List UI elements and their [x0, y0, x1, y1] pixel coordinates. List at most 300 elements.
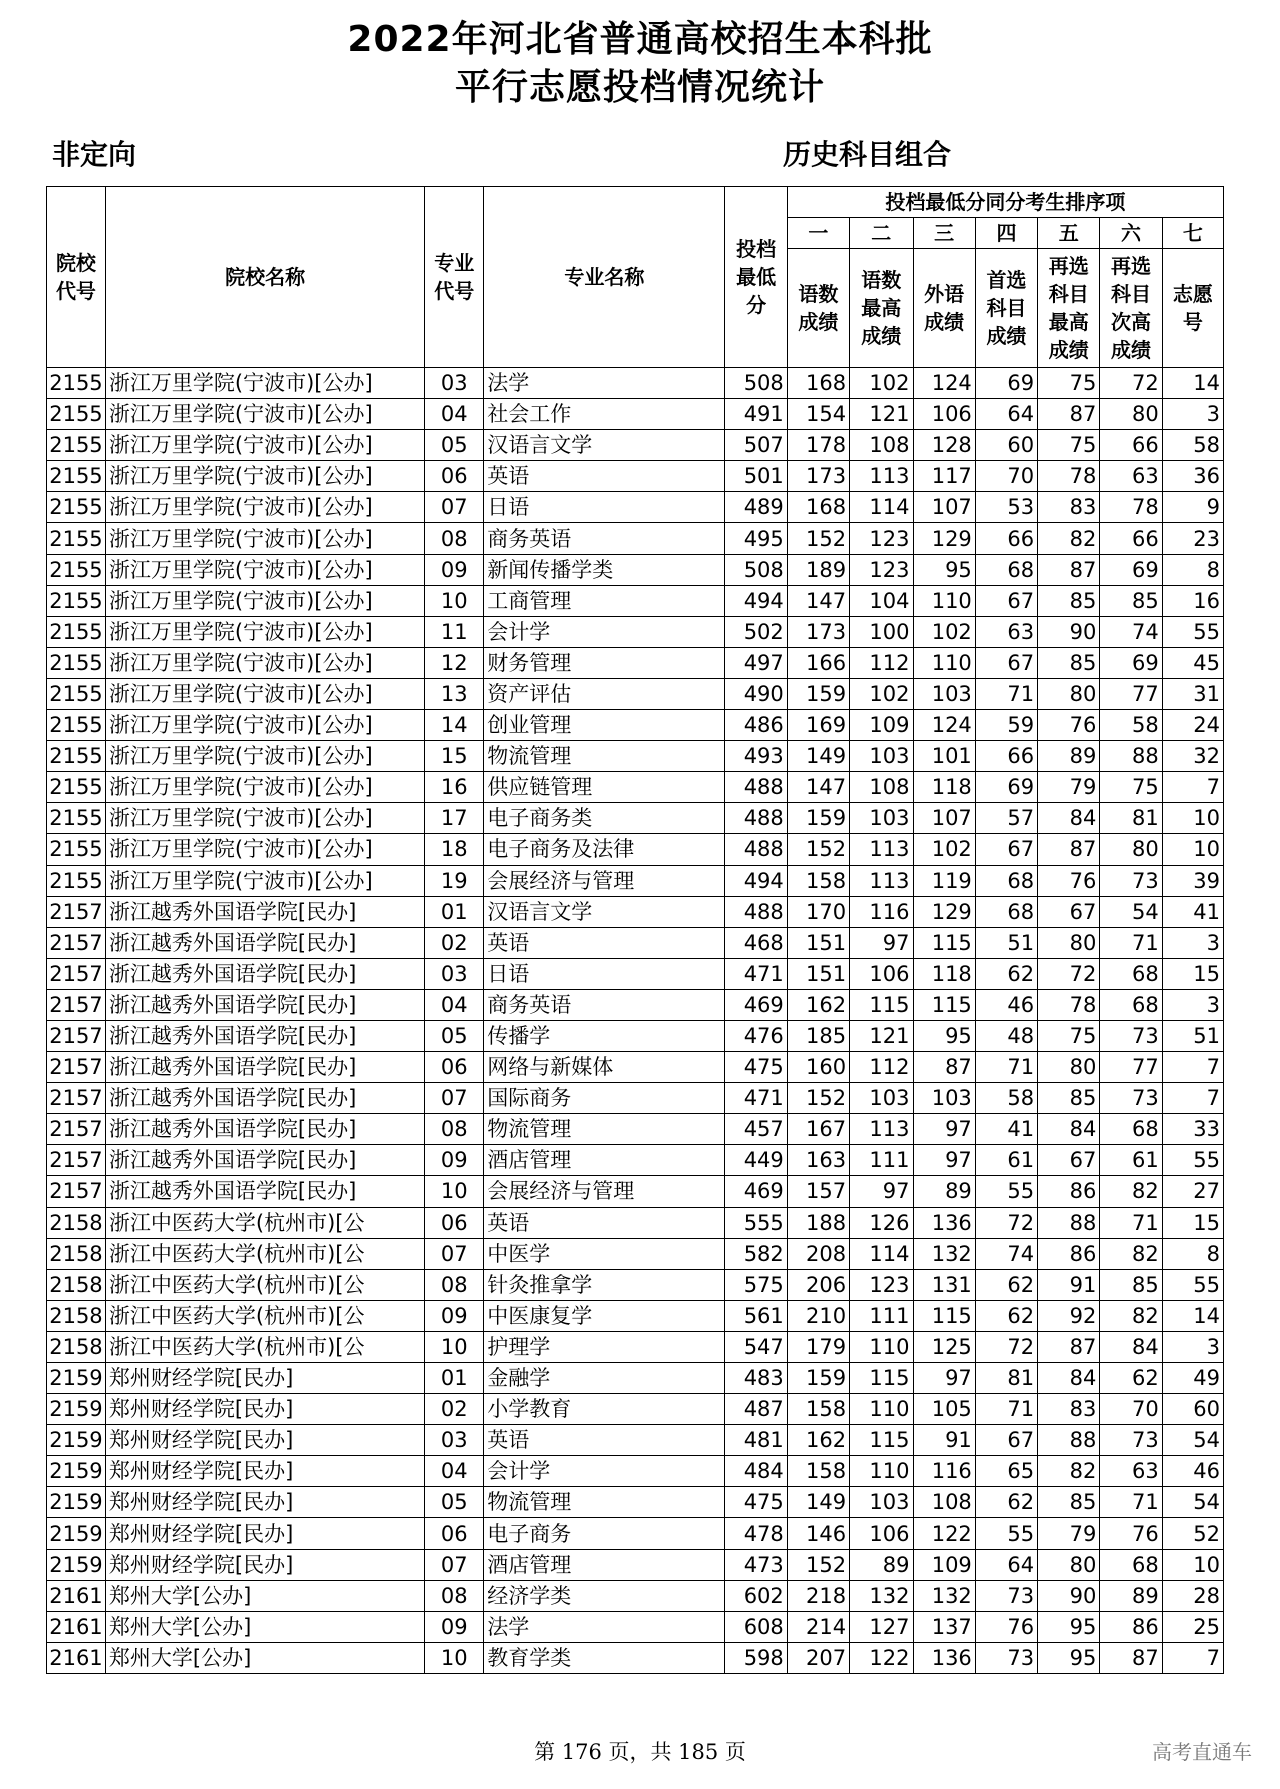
cell-first-subject: 62 [975, 1269, 1037, 1300]
cell-school-name: 浙江万里学院(宁波市)[公办] [105, 678, 424, 709]
header-item-text: 外语成绩 [924, 282, 965, 334]
cell-second-subject-max: 86 [1038, 1176, 1100, 1207]
cell-preference-no: 36 [1162, 461, 1223, 492]
cell-min-score: 602 [725, 1580, 787, 1611]
cell-second-subject-max: 88 [1038, 1425, 1100, 1456]
cell-chn-math-max: 123 [850, 523, 913, 554]
cell-major-code: 13 [425, 678, 484, 709]
cell-major-name: 英语 [484, 1207, 725, 1238]
cell-major-code: 18 [425, 834, 484, 865]
cell-second-subject-max: 79 [1038, 1518, 1100, 1549]
cell-first-subject: 76 [975, 1611, 1037, 1642]
cell-school-name: 浙江万里学院(宁波市)[公办] [105, 616, 424, 647]
cell-major-name: 社会工作 [484, 399, 725, 430]
cell-chn-math: 158 [787, 1456, 849, 1487]
cell-chn-math-max: 112 [850, 647, 913, 678]
cell-second-subject-next: 63 [1100, 461, 1162, 492]
cell-preference-no: 55 [1162, 1145, 1223, 1176]
cell-chn-math: 147 [787, 772, 849, 803]
cell-min-score: 475 [725, 1052, 787, 1083]
cell-school-code: 2157 [47, 958, 106, 989]
header-item-7 [1162, 249, 1223, 368]
cell-preference-no: 3 [1162, 989, 1223, 1020]
cell-second-subject-max: 80 [1038, 927, 1100, 958]
cell-second-subject-max: 80 [1038, 678, 1100, 709]
cell-first-subject: 58 [975, 1083, 1037, 1114]
cell-foreign-lang: 118 [913, 958, 975, 989]
cell-foreign-lang: 137 [913, 1611, 975, 1642]
cell-school-name: 浙江中医药大学(杭州市)[公 [105, 1300, 424, 1331]
cell-chn-math-max: 112 [850, 1052, 913, 1083]
cell-first-subject: 72 [975, 1207, 1037, 1238]
cell-min-score: 488 [725, 803, 787, 834]
cell-school-name: 浙江中医药大学(杭州市)[公 [105, 1269, 424, 1300]
cell-major-name: 汉语言文学 [484, 430, 725, 461]
cell-foreign-lang: 109 [913, 1549, 975, 1580]
cell-min-score: 494 [725, 865, 787, 896]
cell-chn-math-max: 97 [850, 1176, 913, 1207]
cell-school-name: 郑州大学[公办] [105, 1642, 424, 1673]
header-item-5 [1038, 249, 1100, 368]
cell-first-subject: 67 [975, 834, 1037, 865]
cell-school-name: 浙江中医药大学(杭州市)[公 [105, 1331, 424, 1362]
cell-chn-math: 160 [787, 1052, 849, 1083]
cell-school-name: 浙江万里学院(宁波市)[公办] [105, 368, 424, 399]
cell-school-code: 2155 [47, 616, 106, 647]
cell-chn-math: 149 [787, 1487, 849, 1518]
table-header [47, 187, 1224, 368]
cell-major-code: 10 [425, 1176, 484, 1207]
cell-second-subject-max: 87 [1038, 834, 1100, 865]
cell-school-code: 2158 [47, 1300, 106, 1331]
cell-second-subject-next: 73 [1100, 1020, 1162, 1051]
cell-school-name: 浙江越秀外国语学院[民办] [105, 1052, 424, 1083]
cell-foreign-lang: 97 [913, 1145, 975, 1176]
cell-school-code: 2159 [47, 1394, 106, 1425]
cell-second-subject-next: 77 [1100, 1052, 1162, 1083]
cell-school-code: 2159 [47, 1425, 106, 1456]
cell-second-subject-next: 82 [1100, 1300, 1162, 1331]
cell-second-subject-max: 85 [1038, 1083, 1100, 1114]
table-row [47, 1518, 1224, 1549]
cell-major-name: 法学 [484, 1611, 725, 1642]
cell-second-subject-max: 90 [1038, 616, 1100, 647]
cell-preference-no: 14 [1162, 368, 1223, 399]
table-row [47, 1052, 1224, 1083]
cell-major-code: 09 [425, 1145, 484, 1176]
cell-foreign-lang: 124 [913, 710, 975, 741]
cell-major-code: 06 [425, 461, 484, 492]
cell-school-name: 浙江万里学院(宁波市)[公办] [105, 865, 424, 896]
header-order-4: 四 [975, 218, 1037, 249]
cell-school-name: 浙江万里学院(宁波市)[公办] [105, 710, 424, 741]
cell-major-name: 国际商务 [484, 1083, 725, 1114]
cell-school-name: 浙江越秀外国语学院[民办] [105, 927, 424, 958]
cell-school-code: 2155 [47, 461, 106, 492]
cell-chn-math: 170 [787, 896, 849, 927]
header-major-name: 专业名称 [484, 187, 725, 368]
cell-preference-no: 60 [1162, 1394, 1223, 1425]
table-row [47, 430, 1224, 461]
cell-major-code: 12 [425, 647, 484, 678]
cell-school-code: 2155 [47, 865, 106, 896]
cell-school-name: 浙江越秀外国语学院[民办] [105, 1020, 424, 1051]
cell-first-subject: 64 [975, 399, 1037, 430]
cell-preference-no: 28 [1162, 1580, 1223, 1611]
cell-min-score: 547 [725, 1331, 787, 1362]
cell-chn-math: 185 [787, 1020, 849, 1051]
table-row [47, 616, 1224, 647]
cell-first-subject: 67 [975, 647, 1037, 678]
cell-major-name: 网络与新媒体 [484, 1052, 725, 1083]
cell-preference-no: 24 [1162, 710, 1223, 741]
page-title-line1: 2022年河北省普通高校招生本科批 [347, 19, 933, 60]
cell-school-name: 浙江万里学院(宁波市)[公办] [105, 523, 424, 554]
cell-school-name: 郑州财经学院[民办] [105, 1363, 424, 1394]
cell-first-subject: 53 [975, 492, 1037, 523]
header-min-score-text: 投档最低分 [736, 237, 777, 317]
cell-chn-math: 158 [787, 1394, 849, 1425]
table-row [47, 927, 1224, 958]
cell-chn-math: 162 [787, 989, 849, 1020]
page-footer: 第 176 页，共 185 页 [534, 1740, 746, 1764]
cell-chn-math-max: 103 [850, 1083, 913, 1114]
header-item-2 [850, 249, 913, 368]
table-row [47, 399, 1224, 430]
header-major-code [425, 187, 484, 368]
cell-first-subject: 68 [975, 896, 1037, 927]
cell-preference-no: 39 [1162, 865, 1223, 896]
cell-preference-no: 8 [1162, 1238, 1223, 1269]
cell-chn-math-max: 113 [850, 865, 913, 896]
cell-major-name: 物流管理 [484, 1114, 725, 1145]
cell-foreign-lang: 102 [913, 834, 975, 865]
table-row [47, 803, 1224, 834]
table-body [47, 368, 1224, 1674]
cell-chn-math: 173 [787, 616, 849, 647]
cell-foreign-lang: 97 [913, 1114, 975, 1145]
cell-major-code: 10 [425, 1331, 484, 1362]
cell-foreign-lang: 122 [913, 1518, 975, 1549]
cell-school-name: 郑州财经学院[民办] [105, 1487, 424, 1518]
table-row [47, 1145, 1224, 1176]
cell-school-code: 2159 [47, 1518, 106, 1549]
cell-major-code: 06 [425, 1518, 484, 1549]
cell-chn-math: 207 [787, 1642, 849, 1673]
cell-second-subject-next: 73 [1100, 865, 1162, 896]
cell-school-name: 浙江万里学院(宁波市)[公办] [105, 585, 424, 616]
table-row [47, 1456, 1224, 1487]
cell-min-score: 484 [725, 1456, 787, 1487]
cell-foreign-lang: 110 [913, 585, 975, 616]
cell-major-code: 14 [425, 710, 484, 741]
cell-min-score: 469 [725, 989, 787, 1020]
cell-chn-math-max: 123 [850, 1269, 913, 1300]
table-row [47, 492, 1224, 523]
table-row [47, 1425, 1224, 1456]
cell-school-name: 郑州财经学院[民办] [105, 1549, 424, 1580]
cell-school-code: 2158 [47, 1269, 106, 1300]
cell-preference-no: 33 [1162, 1114, 1223, 1145]
table-row [47, 772, 1224, 803]
cell-major-name: 教育学类 [484, 1642, 725, 1673]
cell-second-subject-next: 82 [1100, 1176, 1162, 1207]
cell-school-code: 2155 [47, 368, 106, 399]
cell-min-score: 468 [725, 927, 787, 958]
cell-major-name: 中医学 [484, 1238, 725, 1269]
cell-preference-no: 7 [1162, 1052, 1223, 1083]
cell-chn-math-max: 108 [850, 772, 913, 803]
cell-min-score: 457 [725, 1114, 787, 1145]
cell-chn-math-max: 103 [850, 741, 913, 772]
cell-school-name: 浙江越秀外国语学院[民办] [105, 1145, 424, 1176]
cell-min-score: 478 [725, 1518, 787, 1549]
cell-major-code: 15 [425, 741, 484, 772]
cell-chn-math: 159 [787, 1363, 849, 1394]
cell-min-score: 508 [725, 554, 787, 585]
cell-school-name: 郑州财经学院[民办] [105, 1394, 424, 1425]
cell-first-subject: 73 [975, 1580, 1037, 1611]
cell-major-code: 07 [425, 1549, 484, 1580]
cell-second-subject-next: 76 [1100, 1518, 1162, 1549]
cell-first-subject: 71 [975, 678, 1037, 709]
enrollment-type-label: 非定向 [52, 138, 137, 171]
table-row [47, 461, 1224, 492]
cell-second-subject-next: 73 [1100, 1083, 1162, 1114]
table-row [47, 865, 1224, 896]
cell-min-score: 471 [725, 1083, 787, 1114]
table-row [47, 741, 1224, 772]
table-row [47, 1580, 1224, 1611]
cell-school-code: 2155 [47, 678, 106, 709]
cell-major-name: 金融学 [484, 1363, 725, 1394]
table-row [47, 523, 1224, 554]
cell-chn-math-max: 116 [850, 896, 913, 927]
cell-school-code: 2155 [47, 492, 106, 523]
table-row [47, 1394, 1224, 1425]
cell-second-subject-max: 86 [1038, 1238, 1100, 1269]
cell-chn-math: 146 [787, 1518, 849, 1549]
cell-foreign-lang: 87 [913, 1052, 975, 1083]
table-row [47, 710, 1224, 741]
cell-second-subject-next: 68 [1100, 1114, 1162, 1145]
cell-preference-no: 23 [1162, 523, 1223, 554]
table-row [47, 896, 1224, 927]
cell-major-code: 16 [425, 772, 484, 803]
cell-chn-math-max: 103 [850, 803, 913, 834]
cell-chn-math: 214 [787, 1611, 849, 1642]
cell-school-code: 2157 [47, 1145, 106, 1176]
cell-second-subject-max: 87 [1038, 1331, 1100, 1362]
cell-min-score: 501 [725, 461, 787, 492]
cell-major-code: 03 [425, 958, 484, 989]
cell-second-subject-next: 68 [1100, 1549, 1162, 1580]
cell-chn-math: 189 [787, 554, 849, 585]
cell-school-code: 2159 [47, 1487, 106, 1518]
table-row [47, 368, 1224, 399]
table-row [47, 1331, 1224, 1362]
cell-major-name: 英语 [484, 927, 725, 958]
cell-major-code: 09 [425, 554, 484, 585]
cell-foreign-lang: 89 [913, 1176, 975, 1207]
cell-chn-math-max: 126 [850, 1207, 913, 1238]
cell-chn-math-max: 113 [850, 461, 913, 492]
cell-chn-math: 151 [787, 958, 849, 989]
cell-major-code: 09 [425, 1611, 484, 1642]
cell-major-name: 电子商务类 [484, 803, 725, 834]
cell-preference-no: 10 [1162, 1549, 1223, 1580]
cell-min-score: 469 [725, 1176, 787, 1207]
cell-second-subject-next: 74 [1100, 616, 1162, 647]
cell-school-code: 2155 [47, 585, 106, 616]
cell-second-subject-max: 92 [1038, 1300, 1100, 1331]
cell-school-code: 2157 [47, 927, 106, 958]
cell-major-name: 会计学 [484, 616, 725, 647]
cell-school-code: 2155 [47, 803, 106, 834]
cell-min-score: 490 [725, 678, 787, 709]
cell-foreign-lang: 116 [913, 1456, 975, 1487]
cell-chn-math-max: 109 [850, 710, 913, 741]
cell-chn-math: 152 [787, 523, 849, 554]
cell-school-name: 浙江中医药大学(杭州市)[公 [105, 1207, 424, 1238]
cell-preference-no: 3 [1162, 399, 1223, 430]
cell-school-name: 浙江万里学院(宁波市)[公办] [105, 399, 424, 430]
cell-second-subject-next: 85 [1100, 585, 1162, 616]
cell-chn-math-max: 115 [850, 1425, 913, 1456]
cell-second-subject-max: 76 [1038, 710, 1100, 741]
cell-major-name: 法学 [484, 368, 725, 399]
cell-major-name: 经济学类 [484, 1580, 725, 1611]
cell-min-score: 483 [725, 1363, 787, 1394]
cell-major-code: 03 [425, 368, 484, 399]
cell-chn-math: 158 [787, 865, 849, 896]
cell-first-subject: 51 [975, 927, 1037, 958]
cell-school-code: 2155 [47, 710, 106, 741]
cell-school-code: 2155 [47, 772, 106, 803]
cell-major-name: 护理学 [484, 1331, 725, 1362]
cell-second-subject-next: 69 [1100, 647, 1162, 678]
cell-school-code: 2159 [47, 1456, 106, 1487]
cell-preference-no: 25 [1162, 1611, 1223, 1642]
cell-school-code: 2161 [47, 1642, 106, 1673]
cell-foreign-lang: 124 [913, 368, 975, 399]
cell-school-name: 浙江万里学院(宁波市)[公办] [105, 803, 424, 834]
cell-chn-math: 206 [787, 1269, 849, 1300]
cell-second-subject-max: 85 [1038, 1487, 1100, 1518]
cell-school-code: 2161 [47, 1580, 106, 1611]
cell-major-name: 工商管理 [484, 585, 725, 616]
cell-second-subject-next: 85 [1100, 1269, 1162, 1300]
cell-major-code: 07 [425, 492, 484, 523]
cell-min-score: 561 [725, 1300, 787, 1331]
cell-second-subject-next: 61 [1100, 1145, 1162, 1176]
cell-chn-math: 178 [787, 430, 849, 461]
cell-chn-math-max: 123 [850, 554, 913, 585]
cell-major-name: 汉语言文学 [484, 896, 725, 927]
cell-second-subject-next: 68 [1100, 958, 1162, 989]
cell-preference-no: 15 [1162, 1207, 1223, 1238]
cell-second-subject-next: 86 [1100, 1611, 1162, 1642]
cell-school-code: 2157 [47, 1083, 106, 1114]
header-school-name: 院校名称 [105, 187, 424, 368]
table-row [47, 1642, 1224, 1673]
cell-major-name: 英语 [484, 461, 725, 492]
table-row [47, 1300, 1224, 1331]
cell-chn-math: 208 [787, 1238, 849, 1269]
cell-first-subject: 74 [975, 1238, 1037, 1269]
cell-chn-math-max: 114 [850, 492, 913, 523]
cell-major-code: 06 [425, 1052, 484, 1083]
cell-preference-no: 54 [1162, 1487, 1223, 1518]
cell-chn-math-max: 111 [850, 1145, 913, 1176]
cell-first-subject: 70 [975, 461, 1037, 492]
cell-foreign-lang: 119 [913, 865, 975, 896]
cell-foreign-lang: 103 [913, 1083, 975, 1114]
table-row [47, 1611, 1224, 1642]
cell-first-subject: 73 [975, 1642, 1037, 1673]
header-school-code-text: 院校代号 [55, 251, 96, 303]
cell-school-code: 2155 [47, 647, 106, 678]
cell-chn-math: 159 [787, 803, 849, 834]
cell-school-name: 浙江万里学院(宁波市)[公办] [105, 461, 424, 492]
cell-school-name: 浙江万里学院(宁波市)[公办] [105, 647, 424, 678]
cell-first-subject: 57 [975, 803, 1037, 834]
cell-min-score: 494 [725, 585, 787, 616]
cell-school-code: 2158 [47, 1207, 106, 1238]
cell-second-subject-next: 73 [1100, 1425, 1162, 1456]
cell-major-name: 新闻传播学类 [484, 554, 725, 585]
cell-major-code: 08 [425, 1580, 484, 1611]
cell-major-name: 酒店管理 [484, 1549, 725, 1580]
cell-foreign-lang: 115 [913, 1300, 975, 1331]
cell-chn-math-max: 110 [850, 1331, 913, 1362]
table-row [47, 1549, 1224, 1580]
cell-foreign-lang: 132 [913, 1238, 975, 1269]
cell-major-name: 针灸推拿学 [484, 1269, 725, 1300]
cell-chn-math-max: 89 [850, 1549, 913, 1580]
cell-school-name: 浙江万里学院(宁波市)[公办] [105, 741, 424, 772]
cell-first-subject: 71 [975, 1394, 1037, 1425]
cell-major-name: 商务英语 [484, 989, 725, 1020]
cell-school-name: 浙江万里学院(宁波市)[公办] [105, 492, 424, 523]
header-school-code [47, 187, 106, 368]
watermark-text: 高考直通车 [1152, 1740, 1252, 1764]
cell-major-code: 06 [425, 1207, 484, 1238]
cell-chn-math: 166 [787, 647, 849, 678]
cell-major-code: 05 [425, 1020, 484, 1051]
cell-preference-no: 7 [1162, 772, 1223, 803]
cell-min-score: 486 [725, 710, 787, 741]
cell-school-code: 2157 [47, 1114, 106, 1145]
cell-first-subject: 62 [975, 1300, 1037, 1331]
cell-second-subject-max: 91 [1038, 1269, 1100, 1300]
cell-foreign-lang: 97 [913, 1363, 975, 1394]
cell-min-score: 497 [725, 647, 787, 678]
cell-major-name: 物流管理 [484, 741, 725, 772]
cell-second-subject-next: 84 [1100, 1331, 1162, 1362]
cell-second-subject-max: 87 [1038, 554, 1100, 585]
cell-major-name: 中医康复学 [484, 1300, 725, 1331]
cell-school-code: 2157 [47, 989, 106, 1020]
cell-min-score: 481 [725, 1425, 787, 1456]
cell-preference-no: 27 [1162, 1176, 1223, 1207]
cell-first-subject: 63 [975, 616, 1037, 647]
cell-major-code: 02 [425, 927, 484, 958]
cell-second-subject-next: 71 [1100, 1487, 1162, 1518]
cell-second-subject-next: 68 [1100, 989, 1162, 1020]
cell-chn-math: 163 [787, 1145, 849, 1176]
cell-chn-math: 168 [787, 368, 849, 399]
